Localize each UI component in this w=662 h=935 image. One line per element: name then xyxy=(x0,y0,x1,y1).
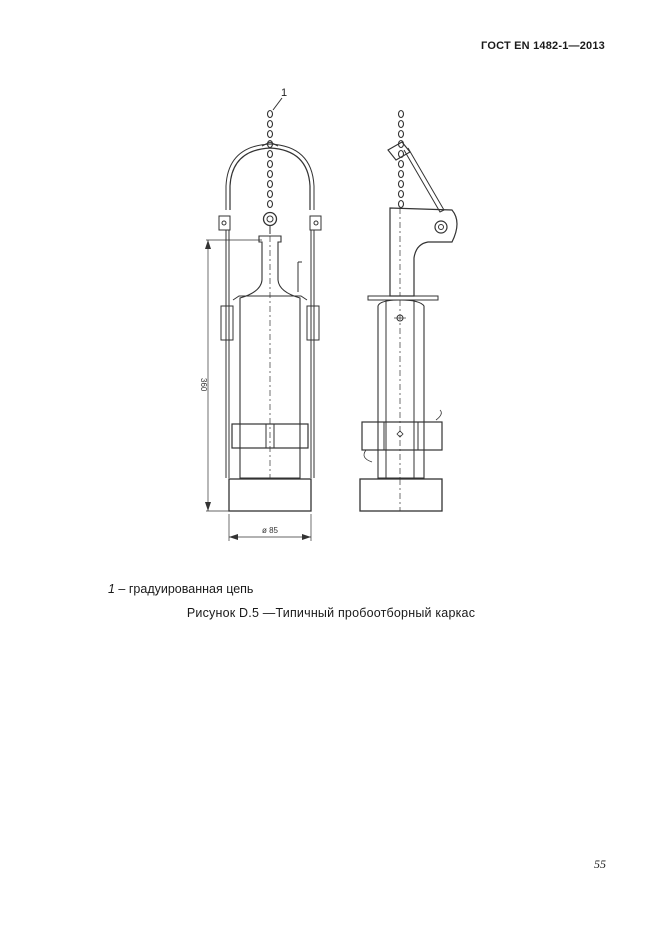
legend-number: 1 xyxy=(108,582,115,596)
legend-text: – градуированная цепь xyxy=(114,582,254,596)
callout-label: 1 xyxy=(281,87,288,99)
height-dimension: 360 xyxy=(199,378,208,392)
page-number: 55 xyxy=(594,857,606,871)
side-chain xyxy=(399,111,404,208)
diameter-dimension: ø 85 xyxy=(262,526,279,535)
side-view xyxy=(360,111,457,512)
figure-caption: Рисунок D.5 —Типичный пробоотборный каркас xyxy=(186,606,476,620)
front-view xyxy=(199,87,321,541)
figure-legend xyxy=(108,582,253,596)
chain xyxy=(268,111,273,208)
standard-header: ГОСТ EN 1482-1—2013 xyxy=(481,40,605,52)
